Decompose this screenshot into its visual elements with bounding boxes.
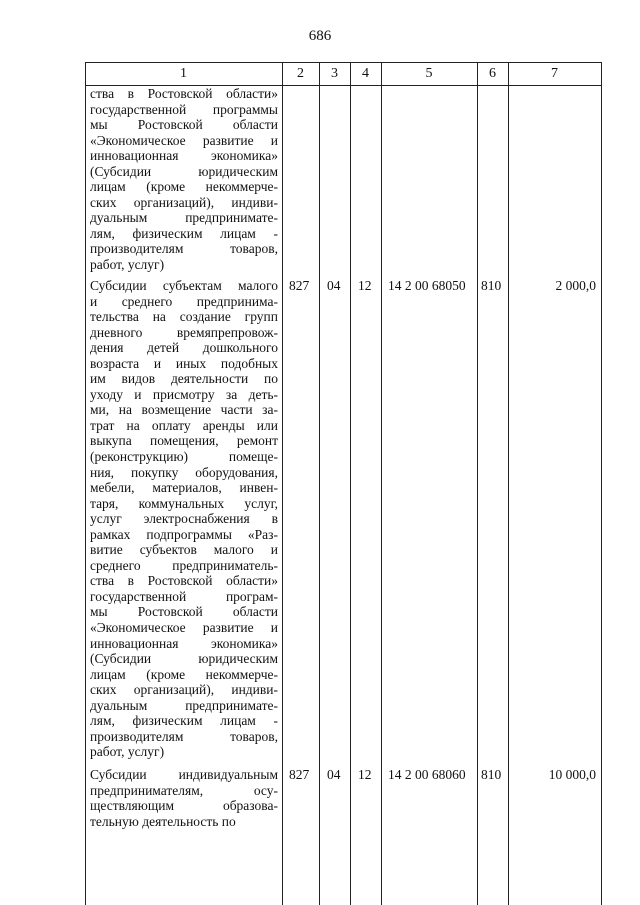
row-2-col-5: 14 2 00 68050 (388, 278, 466, 293)
description-line: дуальным предпринимате- (90, 697, 278, 713)
header-col-4: 4 (362, 66, 369, 81)
description-line: мы Ростовской области (90, 117, 278, 133)
description-line: ния, покупку оборудования, (90, 464, 278, 480)
description-line: государственной программы (90, 101, 278, 117)
col-border-right (601, 62, 602, 905)
col-border-5-6 (477, 62, 478, 905)
description-line: дения детей дошкольного (90, 340, 278, 356)
row-1-description (90, 86, 278, 273)
row-3-col-7: 10 000,0 (548, 767, 596, 782)
header-col-1: 1 (180, 66, 187, 81)
row-3-col-2: 827 (289, 767, 310, 782)
description-line: ществляющим образова- (90, 798, 278, 814)
description-line: инновационная экономика» (90, 148, 278, 164)
description-line: работ, услуг) (90, 257, 165, 273)
header-col-7: 7 (551, 66, 558, 81)
row-2-description (90, 278, 278, 760)
header-col-2: 2 (297, 66, 304, 81)
row-3-description (90, 767, 278, 829)
row-2-col-4: 12 (358, 278, 372, 293)
description-line: ских организаций), индиви- (90, 194, 278, 210)
description-line: Субсидии субъектам малого (90, 278, 278, 293)
description-line: лям, физическим лицам - (90, 713, 278, 729)
description-line: дневного времяпрепровож- (90, 324, 278, 340)
description-line: таря, коммунальных услуг, (90, 495, 278, 511)
col-border-left (85, 62, 86, 905)
row-2-col-6: 810 (481, 278, 502, 293)
description-line: тельную деятельность по (90, 813, 236, 829)
description-line: среднего предприниматель- (90, 557, 278, 573)
row-3-col-6: 810 (481, 767, 502, 782)
description-line: ских организаций), индиви- (90, 682, 278, 698)
description-line: «Экономическое развитие и (90, 132, 278, 148)
col-border-2-3 (319, 62, 320, 905)
description-line: им видов деятельности по (90, 371, 278, 387)
description-line: предпринимателям, осу- (90, 782, 278, 798)
description-line: (Субсидии юридическим (90, 163, 278, 179)
col-border-1-2 (282, 62, 283, 905)
row-2-col-2: 827 (289, 278, 310, 293)
description-line: лицам (кроме некоммерче- (90, 666, 278, 682)
description-line: выкупа помещения, ремонт (90, 433, 278, 449)
description-line: и среднего предпринима- (90, 293, 278, 309)
description-line: уходу и присмотру за деть- (90, 386, 278, 402)
description-line: ми, на возмещение части за- (90, 402, 278, 418)
description-line: (Субсидии юридическим (90, 651, 278, 667)
description-line: мы Ростовской области (90, 604, 278, 620)
description-line: «Экономическое развитие и (90, 620, 278, 636)
col-border-6-7 (508, 62, 509, 905)
description-line: лицам (кроме некоммерче- (90, 179, 278, 195)
description-line: лям, физическим лицам - (90, 225, 278, 241)
description-line: возраста и иных подобных (90, 355, 278, 371)
col-border-3-4 (350, 62, 351, 905)
description-line: ства в Ростовской области» (90, 573, 278, 589)
row-2-col-7: 2 000,0 (555, 278, 596, 293)
description-line: производителям товаров, (90, 241, 278, 257)
description-line: дуальным предпринимате- (90, 210, 278, 226)
row-2-col-3: 04 (327, 278, 341, 293)
description-line: рамках подпрограммы «Раз- (90, 526, 278, 542)
description-line: (реконструкцию) помеще- (90, 449, 278, 465)
description-line: инновационная экономика» (90, 635, 278, 651)
description-line: работ, услуг) (90, 744, 165, 760)
description-line: услуг электроснабжения в (90, 511, 278, 527)
description-line: мебели, материалов, инвен- (90, 480, 278, 496)
description-line: ства в Ростовской области» (90, 86, 278, 101)
description-line: производителям товаров, (90, 728, 278, 744)
row-3-col-4: 12 (358, 767, 372, 782)
description-line: тельства на создание групп (90, 309, 278, 325)
row-3-col-3: 04 (327, 767, 341, 782)
page-number: 686 (308, 28, 332, 44)
description-line: трат на оплату аренды или (90, 417, 278, 433)
header-col-6: 6 (489, 66, 496, 81)
description-line: Субсидии индивидуальным (90, 767, 278, 782)
description-line: государственной програм- (90, 588, 278, 604)
description-line: витие субъектов малого и (90, 542, 278, 558)
col-border-4-5 (381, 62, 382, 905)
header-col-3: 3 (331, 66, 338, 81)
row-3-col-5: 14 2 00 68060 (388, 767, 466, 782)
header-col-5: 5 (425, 66, 433, 81)
